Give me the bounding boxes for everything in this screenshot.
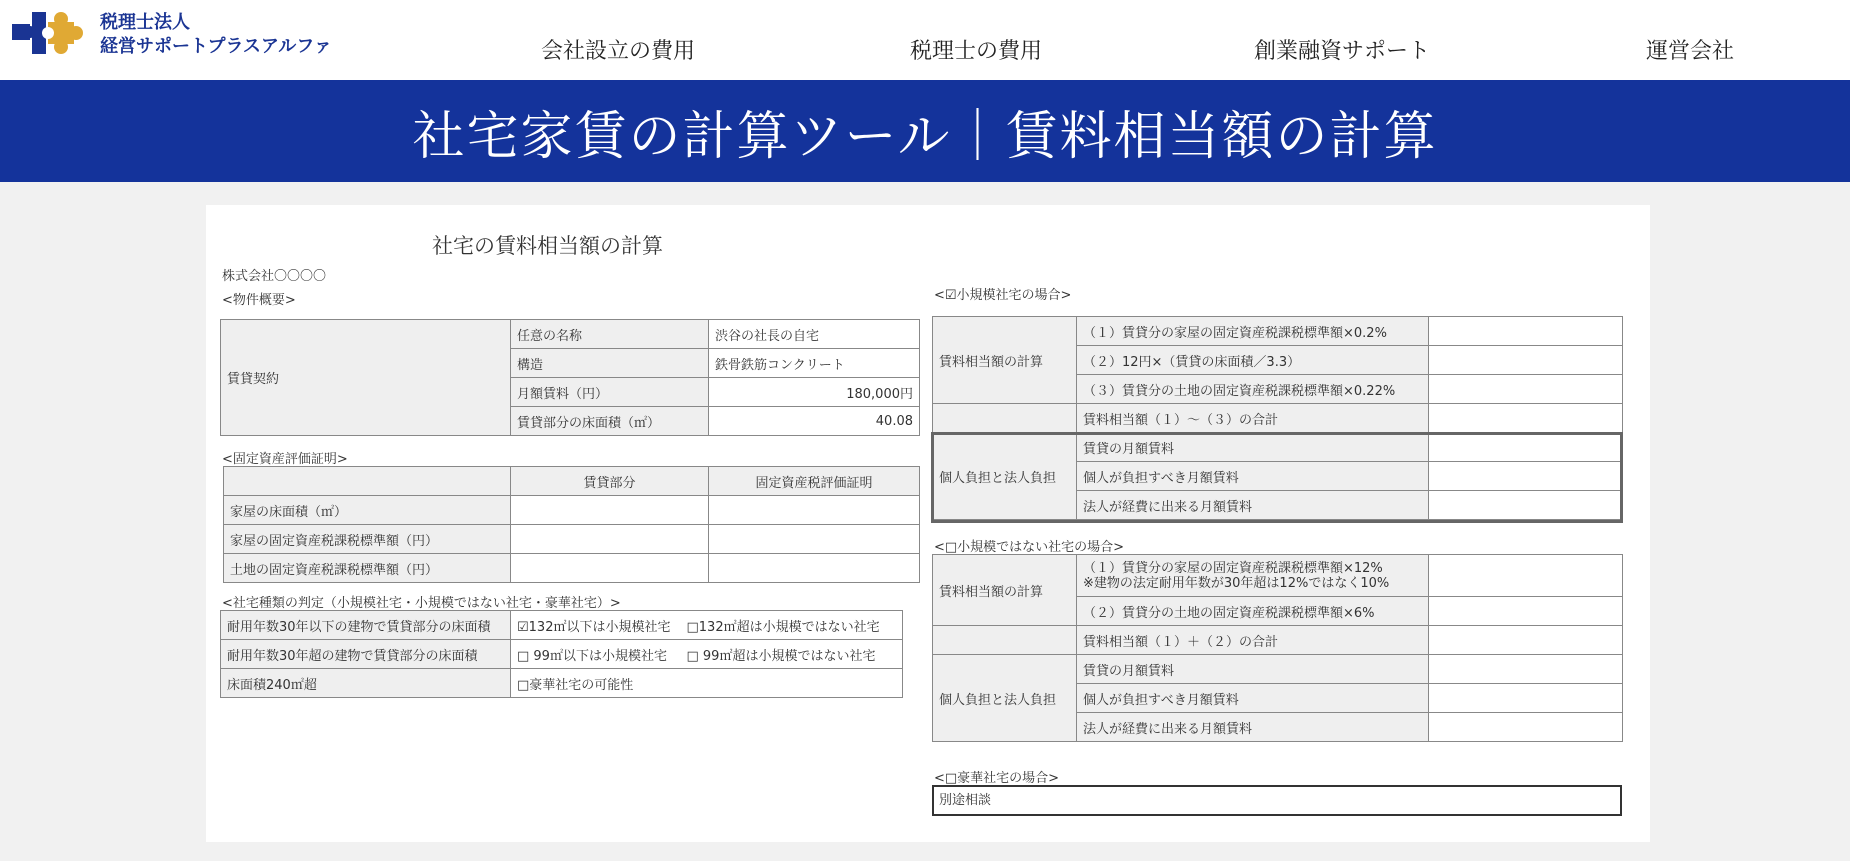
burden-value bbox=[1429, 713, 1623, 742]
classification-option: □132㎡超は小規模ではない社宅 bbox=[681, 611, 903, 640]
property-table bbox=[220, 319, 920, 436]
classification-heading: <社宅種類の判定（小規模社宅・小規模ではない社宅・豪華社宅）> bbox=[222, 596, 621, 611]
assessment-value bbox=[709, 554, 920, 583]
calc-total-value bbox=[1429, 626, 1623, 655]
calc-value bbox=[1429, 317, 1623, 346]
calc-total-spacer bbox=[933, 626, 1077, 655]
property-value: 180,000円 bbox=[709, 378, 920, 407]
assessment-value bbox=[709, 525, 920, 554]
calc-item-line: （１）賃貸分の家屋の固定資産税課税標準額×12% bbox=[1083, 560, 1383, 576]
logo-line1: 税理士法人 bbox=[100, 12, 190, 33]
logo[interactable] bbox=[12, 6, 332, 64]
calc-item: （２）賃貸分の土地の固定資産税課税標準額×6% bbox=[1077, 597, 1429, 626]
table-row bbox=[933, 655, 1623, 684]
not-small-housing-table bbox=[932, 554, 1623, 742]
nav-startup-loan-support[interactable]: 創業融資サポート bbox=[1254, 39, 1431, 64]
separate-consultation-note: 別途相談 bbox=[932, 785, 1622, 816]
property-value: 鉄骨鉄筋コンクリート bbox=[709, 349, 920, 378]
title-banner bbox=[0, 80, 1850, 182]
table-row bbox=[933, 626, 1623, 655]
classification-label: 床面積240㎡超 bbox=[221, 669, 511, 698]
assessment-heading: <固定資産評価証明> bbox=[222, 452, 348, 467]
calc-total-label: 賃料相当額（１）～（３）の合計 bbox=[1077, 404, 1429, 433]
table-row bbox=[224, 525, 920, 554]
classification-option bbox=[681, 669, 903, 698]
calc-item: （１）賃貸分の家屋の固定資産税課税標準額×0.2% bbox=[1077, 317, 1429, 346]
calc-total-label: 賃料相当額（１）＋（２）の合計 bbox=[1077, 626, 1429, 655]
contract-label: 賃貸契約 bbox=[221, 320, 511, 436]
burden-value bbox=[1429, 655, 1623, 684]
page-title: 社宅家賃の計算ツール｜賃料相当額の計算 bbox=[412, 106, 1438, 167]
sheet-title: 社宅の賃料相当額の計算 bbox=[432, 234, 663, 258]
assessment-col-header: 固定資産税評価証明 bbox=[709, 467, 920, 496]
property-value: 40.08 bbox=[709, 407, 920, 436]
table-row bbox=[221, 611, 903, 640]
burden-item: 賃貸の月額賃料 bbox=[1077, 655, 1429, 684]
calc-total-value bbox=[1429, 404, 1623, 433]
classification-option: ☑132㎡以下は小規模社宅 bbox=[511, 611, 681, 640]
burden-highlight-frame bbox=[931, 432, 1623, 523]
classification-label: 耐用年数30年超の建物で賃貸部分の床面積 bbox=[221, 640, 511, 669]
calc-item: （２）12円×（賃貸の床面積／3.3） bbox=[1077, 346, 1429, 375]
calc-item-note: ※建物の法定耐用年数が30年超は12%ではなく10% bbox=[1083, 575, 1390, 591]
burden-value bbox=[1429, 684, 1623, 713]
property-label: 任意の名称 bbox=[511, 320, 709, 349]
table-row bbox=[224, 496, 920, 525]
logo-text bbox=[100, 11, 332, 59]
calc-value bbox=[1429, 375, 1623, 404]
assessment-label: 土地の固定資産税課税標準額（円） bbox=[224, 554, 511, 583]
calc-item: （３）賃貸分の土地の固定資産税課税標準額×0.22% bbox=[1077, 375, 1429, 404]
table-row bbox=[933, 317, 1623, 346]
assessment-table bbox=[223, 466, 920, 583]
table-row bbox=[933, 555, 1623, 597]
assessment-value bbox=[709, 496, 920, 525]
assessment-value bbox=[511, 496, 709, 525]
classification-label: 耐用年数30年以下の建物で賃貸部分の床面積 bbox=[221, 611, 511, 640]
logo-line2: 経営サポートプラスアルファ bbox=[100, 36, 332, 57]
calc-value bbox=[1429, 555, 1623, 597]
property-heading: <物件概要> bbox=[222, 293, 296, 308]
nav-company-setup-cost[interactable]: 会社設立の費用 bbox=[541, 39, 696, 64]
burden-label: 個人負担と法人負担 bbox=[933, 433, 1077, 520]
burden-item: 賃貸の月額賃料 bbox=[1077, 433, 1429, 462]
calc-value bbox=[1429, 346, 1623, 375]
assessment-corner bbox=[224, 467, 511, 496]
table-row bbox=[221, 640, 903, 669]
assessment-value bbox=[511, 554, 709, 583]
calc-value bbox=[1429, 597, 1623, 626]
classification-option: □ 99㎡以下は小規模社宅 bbox=[511, 640, 681, 669]
assessment-label: 家屋の床面積（㎡） bbox=[224, 496, 511, 525]
company-name: 株式会社〇〇〇〇 bbox=[222, 269, 327, 284]
burden-item: 個人が負担すべき月額賃料 bbox=[1077, 462, 1429, 491]
burden-item: 個人が負担すべき月額賃料 bbox=[1077, 684, 1429, 713]
calculation-sheet bbox=[206, 205, 1650, 842]
property-value: 渋谷の社長の自宅 bbox=[709, 320, 920, 349]
nav-tax-accountant-cost[interactable]: 税理士の費用 bbox=[910, 39, 1043, 64]
table-row bbox=[224, 554, 920, 583]
classification-option: □ 99㎡超は小規模ではない社宅 bbox=[681, 640, 903, 669]
table-row bbox=[221, 669, 903, 698]
table-row bbox=[221, 320, 920, 349]
table-row bbox=[224, 467, 920, 496]
calc-item bbox=[1077, 555, 1429, 597]
property-label: 構造 bbox=[511, 349, 709, 378]
assessment-value bbox=[511, 525, 709, 554]
logo-puzzle-icon bbox=[12, 6, 92, 64]
classification-option: □豪華社宅の可能性 bbox=[511, 669, 681, 698]
calc-label: 賃料相当額の計算 bbox=[933, 317, 1077, 404]
burden-label: 個人負担と法人負担 bbox=[933, 655, 1077, 742]
calc-label: 賃料相当額の計算 bbox=[933, 555, 1077, 626]
site-header bbox=[0, 0, 1850, 80]
luxury-housing-heading: <□豪華社宅の場合> bbox=[934, 771, 1060, 786]
burden-item: 法人が経費に出来る月額賃料 bbox=[1077, 491, 1429, 520]
property-label: 月額賃料（円） bbox=[511, 378, 709, 407]
burden-item: 法人が経費に出来る月額賃料 bbox=[1077, 713, 1429, 742]
assessment-label: 家屋の固定資産税課税標準額（円） bbox=[224, 525, 511, 554]
nav-operating-company[interactable]: 運営会社 bbox=[1646, 39, 1735, 64]
small-housing-heading: <☑小規模社宅の場合> bbox=[934, 288, 1072, 303]
not-small-housing-heading: <□小規模ではない社宅の場合> bbox=[934, 540, 1125, 555]
classification-table bbox=[220, 610, 903, 698]
property-label: 賃貸部分の床面積（㎡） bbox=[511, 407, 709, 436]
calc-total-spacer bbox=[933, 404, 1077, 433]
assessment-col-header: 賃貸部分 bbox=[511, 467, 709, 496]
table-row bbox=[933, 404, 1623, 433]
